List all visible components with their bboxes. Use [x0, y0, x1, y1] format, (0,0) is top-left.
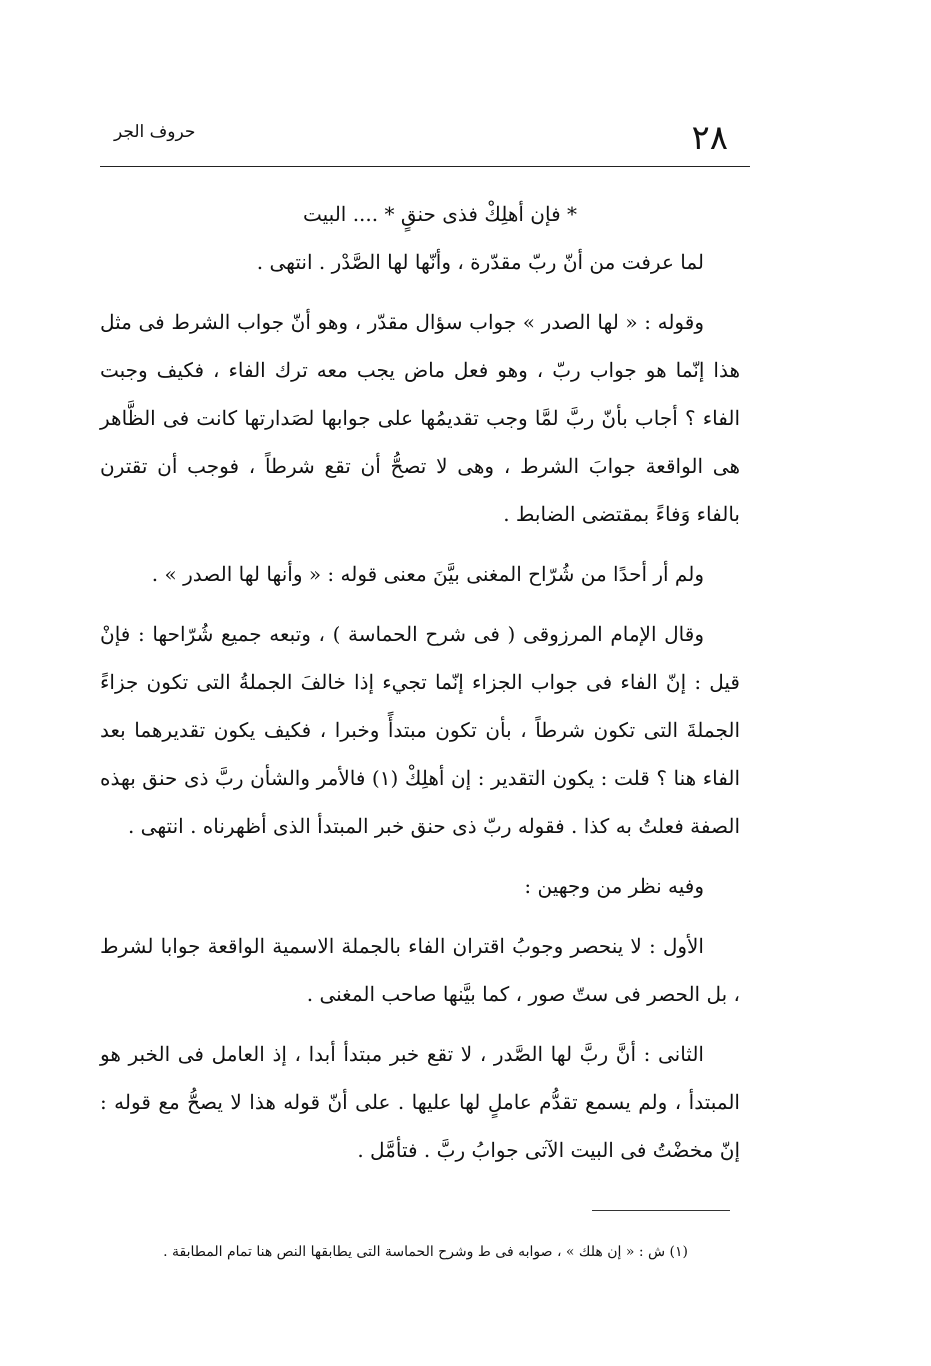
main-text	[100, 190, 740, 1186]
paragraph-6: الأول : لا ينحصر وجوبُ اقتران الفاء بالجملة الاسمية الواقعة جوابا لشرط ، بل الحصر فى ستّ صور ، كما بيَّنها صاحب المغنى .	[100, 934, 740, 1006]
paragraph-4: وقال الإمام المرزوقى ( فى شرح الحماسة ) ، وتبعه جميع شُرّاحها : فإنْ قيل : إنّ الفاء فى جواب الجزاء إنّما تجيء إذا خالفَ الجملةُ التى تكون جزاءً الجملةَ التى تكون شرطاً ، بأن تكون مبتدأً وخبرا ، فكيف يكون تقديرهما بعد الفاء هنا ؟ قلت : يكون التقدير : إن أهلِكْ (١) فالأمر والشأن ربَّ ذى حنق بهذه الصفة فعلتُ به كذا . فقوله ربّ ذى حنق خبر المبتدأ الذى أظهرناه . انتهى .	[100, 622, 740, 838]
paragraph-1: لما عرفت من أنّ ربّ مقدّرة ، وأنّها لها الصَّدْر . انتهى .	[256, 250, 704, 274]
page-number: ٢٨	[691, 118, 728, 158]
verse-line: * فإن أهلِكْ فذى حنقٍ * .... البيت	[302, 202, 577, 226]
footnote: (١) ش : « إن هلك » ، صوابه فى ط وشرح الحماسة التى يطابقها النص هنا تمام المطابقة .	[163, 1244, 688, 1260]
paragraph-5: وفيه نظر من وجهين :	[524, 874, 704, 898]
paragraph-2: وقوله : « لها الصدر » جواب سؤال مقدّر ، وهو أنّ جواب الشرط فى مثل هذا إنّما هو جواب ربّ ، وهو فعل ماض يجب معه ترك الفاء ، فكيف وجبت الفاء ؟ أجاب بأنّ ربَّ لمَّا وجب تقديمُها على جوابها لصَدارتها كانت فى الظَّاهر هى الواقعة جوابَ الشرط ، وهى لا تصحُّ أن تقع شرطاً ، فوجب أن تقترن بالفاء وَفاءً بمقتضى الضابط .	[100, 310, 740, 526]
header-rule	[100, 166, 750, 167]
page-header	[100, 112, 750, 162]
paragraph-3: ولم أر أحدًا من شُرّاح المغنى بيَّنَ معنى قوله : « وأنها لها الصدر » .	[151, 562, 704, 586]
footnote-rule	[592, 1210, 730, 1211]
paragraph-7: الثانى : أنَّ ربَّ لها الصَّدر ، لا تقع خبر مبتدأ أبدا ، إذ العامل فى الخبر هو المبتدأ ، ولم يسمع تقدُّم عاملٍ لها عليها . على أنّ قوله هذا لا يصحُّ مع قوله : إنّ مخضْتُ فى البيت الآتى جوابُ ربَّ . فتأمَّل .	[100, 1042, 740, 1162]
running-title: حروف الجر	[114, 122, 196, 142]
